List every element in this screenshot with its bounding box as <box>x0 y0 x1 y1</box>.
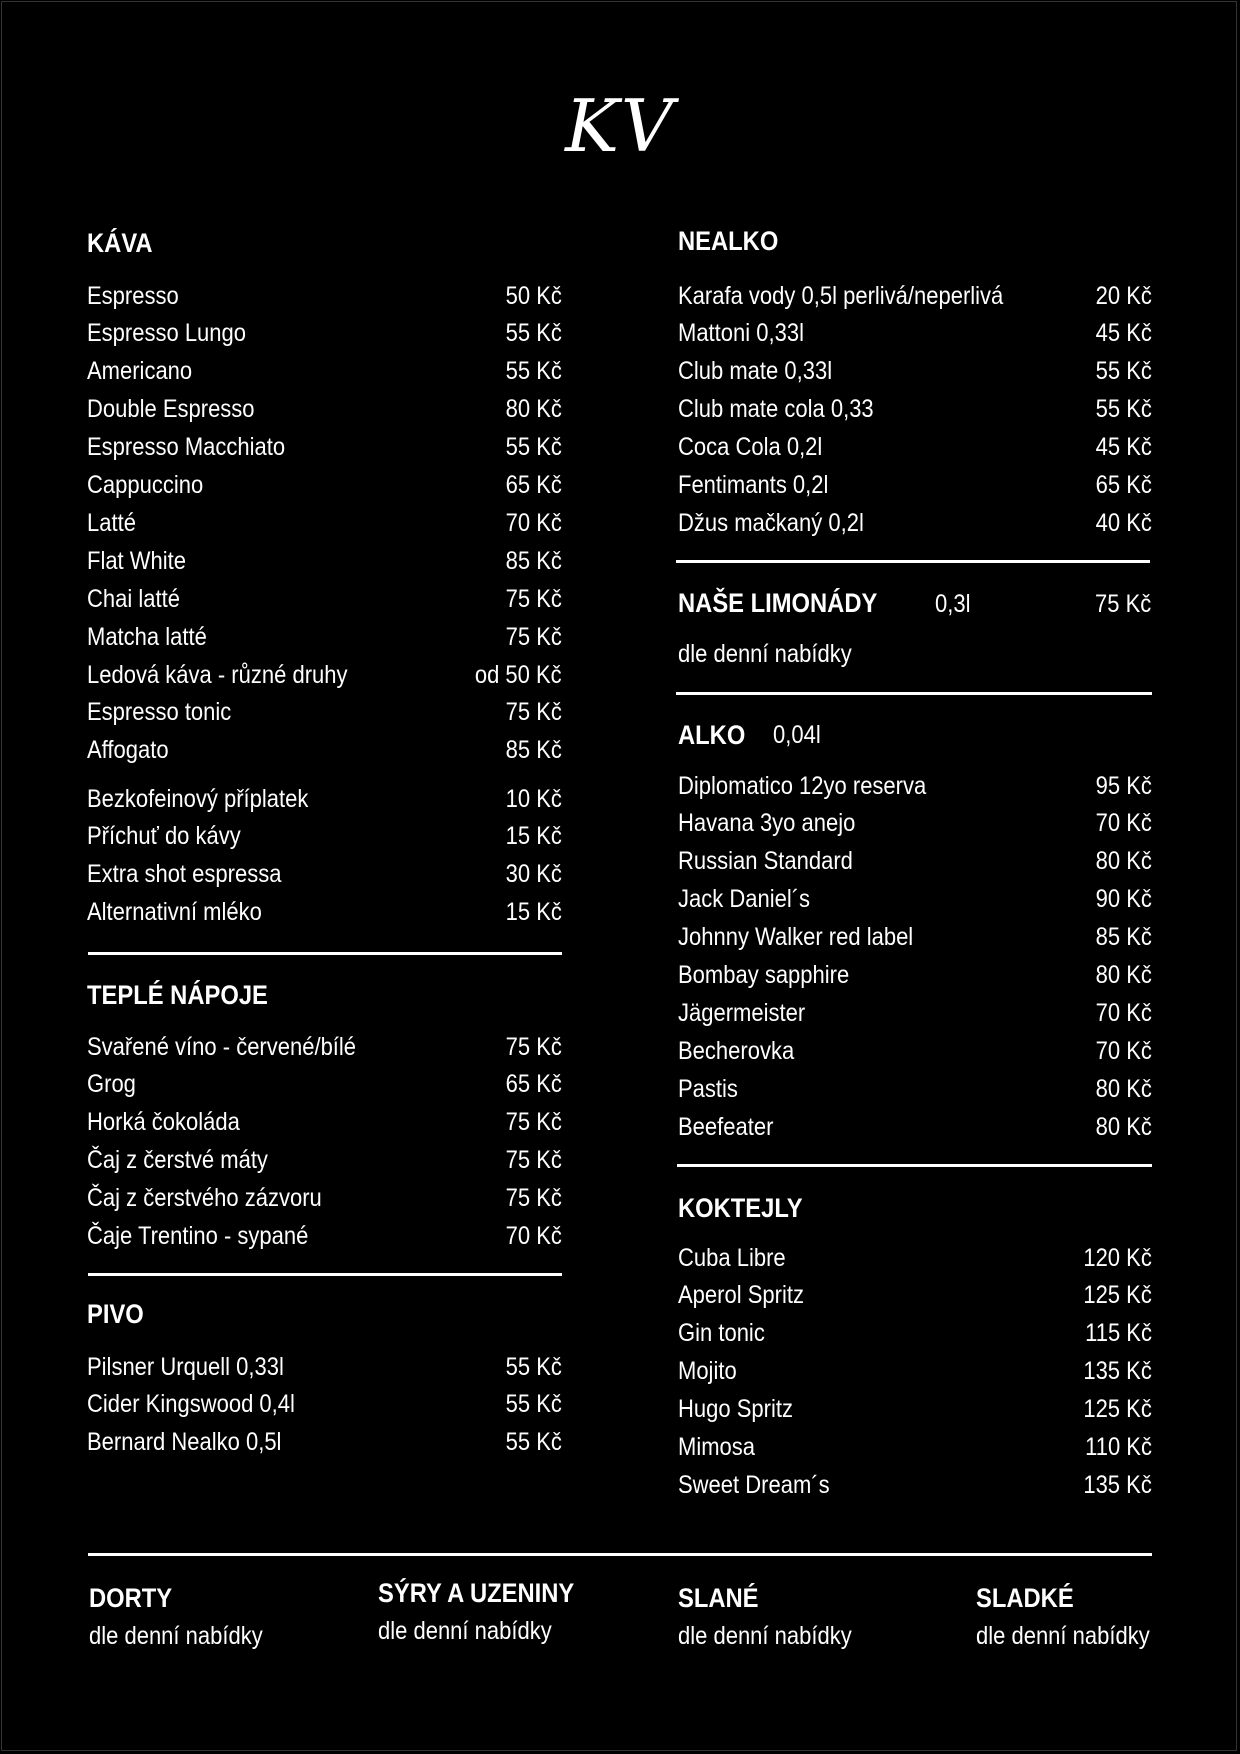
item-price: 80 Kč <box>1095 1074 1152 1103</box>
item-price: 75 Kč <box>505 1184 562 1213</box>
item-price: 55 Kč <box>505 1352 562 1381</box>
menu-item <box>87 580 562 618</box>
footer-note-slane: dle denní nabídky <box>678 1622 852 1650</box>
menu-item <box>87 732 562 770</box>
item-name: Příchuť do kávy <box>87 822 241 851</box>
menu-item <box>87 1142 562 1180</box>
footer-title-slane: SLANÉ <box>678 1583 759 1613</box>
menu-item <box>87 1423 562 1461</box>
menu-item <box>678 1466 1152 1504</box>
item-price: 55 Kč <box>505 319 562 348</box>
item-name: Affogato <box>87 736 169 765</box>
item-name: Pastis <box>678 1074 738 1103</box>
item-price: 40 Kč <box>1095 508 1152 537</box>
item-name: Club mate 0,33l <box>678 357 833 386</box>
menu-item <box>678 1315 1152 1353</box>
item-price: 65 Kč <box>505 1070 562 1099</box>
menu-item <box>678 1353 1152 1391</box>
item-name: Bezkofeinový příplatek <box>87 784 309 813</box>
menu-item <box>678 1429 1152 1467</box>
footer-title-dorty: DORTY <box>89 1583 173 1613</box>
menu-item <box>87 1028 562 1066</box>
menu-item <box>87 894 562 932</box>
item-price: 55 Kč <box>1095 395 1152 424</box>
menu-item <box>678 1108 1152 1146</box>
item-name: Espresso tonic <box>87 698 232 727</box>
item-name: Beefeater <box>678 1112 774 1141</box>
item-name: Espresso Macchiato <box>87 433 286 462</box>
footer-note-dorty: dle denní nabídky <box>89 1622 263 1650</box>
menu-item <box>87 353 562 391</box>
menu-item <box>87 1066 562 1104</box>
item-name: Latté <box>87 508 136 537</box>
item-name: Russian Standard <box>678 847 853 876</box>
item-price: 75 Kč <box>505 698 562 727</box>
item-price: 80 Kč <box>1095 847 1152 876</box>
item-name: Johnny Walker red label <box>678 923 914 952</box>
menu-item <box>87 1180 562 1218</box>
item-name: Flat White <box>87 546 187 575</box>
item-name: Chai latté <box>87 584 180 613</box>
item-name: Cappuccino <box>87 471 204 499</box>
item-price: 15 Kč <box>505 898 562 927</box>
item-name: Karafa vody 0,5l perlivá/neperlivá <box>678 281 1004 310</box>
item-price: 65 Kč <box>1095 471 1152 499</box>
divider <box>677 1164 1152 1167</box>
item-name: Gin tonic <box>678 1319 765 1348</box>
item-name: Sweet Dream´s <box>678 1470 830 1499</box>
menu-item <box>678 1277 1152 1315</box>
item-name: Becherovka <box>678 1036 795 1065</box>
item-name: Double Espresso <box>87 395 255 424</box>
section-title-alko: ALKO <box>678 720 746 750</box>
item-price: 85 Kč <box>505 736 562 765</box>
item-name: Jägermeister <box>678 998 806 1027</box>
menu-item <box>678 1070 1152 1108</box>
item-name: Mimosa <box>678 1433 756 1461</box>
item-name: Bombay sapphire <box>678 961 850 989</box>
item-name: Svařené víno - červené/bílé <box>87 1032 357 1061</box>
footer-divider <box>88 1553 1152 1556</box>
item-name: Diplomatico 12yo reserva <box>678 771 927 800</box>
menu-item <box>87 391 562 429</box>
section-title-kava: KÁVA <box>87 228 153 258</box>
menu-item <box>678 429 1152 467</box>
item-name: Havana 3yo anejo <box>678 809 856 838</box>
menu-item <box>87 467 562 505</box>
item-name: Aperol Spritz <box>678 1281 804 1310</box>
item-name: Matcha latté <box>87 622 207 651</box>
item-price: 15 Kč <box>505 822 562 851</box>
footer-note-sladke: dle denní nabídky <box>976 1622 1150 1650</box>
item-name: Club mate cola 0,33 <box>678 395 874 424</box>
item-price: 90 Kč <box>1095 885 1152 914</box>
item-price: 30 Kč <box>505 860 562 889</box>
item-price: od 50 Kč <box>475 660 562 689</box>
item-name: Grog <box>87 1070 136 1099</box>
divider <box>676 692 1152 695</box>
item-price: 85 Kč <box>505 546 562 575</box>
item-price: 115 Kč <box>1085 1319 1152 1348</box>
item-price: 45 Kč <box>1095 319 1152 348</box>
item-price: 135 Kč <box>1083 1470 1152 1499</box>
menu-item <box>678 994 1152 1032</box>
item-name: Fentimants 0,2l <box>678 471 829 499</box>
item-price: 125 Kč <box>1083 1395 1152 1424</box>
item-price: 55 Kč <box>505 1427 562 1456</box>
menu-item <box>87 1104 562 1142</box>
menu-item <box>87 856 562 894</box>
item-price: 75 Kč <box>505 1032 562 1061</box>
menu-item <box>678 1032 1152 1070</box>
item-name: Espresso <box>87 281 179 310</box>
item-name: Pilsner Urquell 0,33l <box>87 1352 284 1381</box>
limonady-volume: 0,3l <box>935 590 971 618</box>
item-name: Hugo Spritz <box>678 1395 793 1424</box>
menu-item <box>87 780 562 818</box>
item-price: 110 Kč <box>1085 1433 1152 1461</box>
limonady-price: 75 Kč <box>1095 590 1152 618</box>
menu-item <box>87 429 562 467</box>
menu-item <box>87 818 562 856</box>
menu-item <box>678 353 1152 391</box>
item-name: Espresso Lungo <box>87 319 247 348</box>
menu-item <box>678 957 1152 995</box>
menu-item <box>87 694 562 732</box>
section-title-nealko: NEALKO <box>678 226 779 256</box>
menu-item <box>678 467 1152 505</box>
item-name: Extra shot espressa <box>87 860 282 889</box>
menu-item <box>678 919 1152 957</box>
menu-item <box>87 1386 562 1424</box>
menu-item <box>87 618 562 656</box>
menu-item <box>678 1239 1152 1277</box>
menu-item <box>678 391 1152 429</box>
item-name: Džus mačkaný 0,2l <box>678 508 864 537</box>
menu-item <box>678 315 1152 353</box>
item-name: Mattoni 0,33l <box>678 319 804 348</box>
item-price: 55 Kč <box>505 433 562 462</box>
item-price: 55 Kč <box>1095 357 1152 386</box>
item-price: 85 Kč <box>1095 923 1152 952</box>
item-price: 75 Kč <box>505 584 562 613</box>
item-price: 20 Kč <box>1095 281 1152 310</box>
footer-note-syry: dle denní nabídky <box>378 1617 552 1645</box>
item-price: 80 Kč <box>1095 961 1152 989</box>
item-name: Bernard Nealko 0,5l <box>87 1427 282 1456</box>
item-name: Alternativní mléko <box>87 898 262 927</box>
item-price: 10 Kč <box>505 784 562 813</box>
item-name: Čaj z čerstvého zázvoru <box>87 1184 322 1213</box>
menu-item <box>678 843 1152 881</box>
item-price: 75 Kč <box>505 622 562 651</box>
footer-title-sladke: SLADKÉ <box>976 1583 1074 1613</box>
divider <box>676 560 1150 563</box>
limonady-note: dle denní nabídky <box>678 640 852 668</box>
divider <box>88 1273 562 1276</box>
section-title-koktejly: KOKTEJLY <box>678 1193 803 1223</box>
item-price: 75 Kč <box>505 1146 562 1175</box>
item-price: 70 Kč <box>505 1222 562 1250</box>
section-title-teple: TEPLÉ NÁPOJE <box>87 980 268 1010</box>
item-price: 65 Kč <box>505 471 562 499</box>
item-price: 70 Kč <box>505 508 562 537</box>
item-name: Americano <box>87 357 193 386</box>
item-name: Čaje Trentino - sypané <box>87 1222 309 1250</box>
menu-item <box>87 656 562 694</box>
footer-title-syry: SÝRY A UZENINY <box>378 1578 575 1608</box>
divider <box>88 952 562 955</box>
menu-item <box>678 881 1152 919</box>
menu-item <box>87 542 562 580</box>
item-price: 45 Kč <box>1095 433 1152 462</box>
item-name: Cuba Libre <box>678 1243 786 1272</box>
item-price: 120 Kč <box>1083 1243 1152 1272</box>
item-price: 55 Kč <box>505 1390 562 1418</box>
item-price: 70 Kč <box>1095 809 1152 838</box>
alko-volume: 0,04l <box>773 721 821 749</box>
menu-item <box>87 1218 562 1256</box>
item-price: 80 Kč <box>1095 1112 1152 1141</box>
menu-item <box>87 504 562 542</box>
menu-item <box>87 277 562 315</box>
item-name: Čaj z čerstvé máty <box>87 1146 268 1175</box>
item-price: 55 Kč <box>505 357 562 386</box>
item-name: Cider Kingswood 0,4l <box>87 1390 295 1418</box>
menu-item <box>678 1391 1152 1429</box>
menu-item <box>678 277 1152 315</box>
item-name: Mojito <box>678 1357 737 1386</box>
item-price: 80 Kč <box>505 395 562 424</box>
item-name: Ledová káva - různé druhy <box>87 660 348 689</box>
section-title-limonady: NAŠE LIMONÁDY <box>678 588 878 618</box>
section-title-pivo: PIVO <box>87 1299 144 1329</box>
logo: KV <box>565 84 675 168</box>
item-name: Jack Daniel´s <box>678 885 811 914</box>
menu-item <box>678 504 1152 542</box>
item-name: Coca Cola 0,2l <box>678 433 823 462</box>
item-price: 70 Kč <box>1095 1036 1152 1065</box>
item-price: 95 Kč <box>1095 771 1152 800</box>
menu-item <box>678 767 1152 805</box>
menu-item <box>87 1348 562 1386</box>
item-name: Horká čokoláda <box>87 1108 240 1137</box>
item-price: 135 Kč <box>1083 1357 1152 1386</box>
menu-item <box>87 315 562 353</box>
item-price: 125 Kč <box>1083 1281 1152 1310</box>
menu-item <box>678 805 1152 843</box>
item-price: 75 Kč <box>505 1108 562 1137</box>
item-price: 50 Kč <box>505 281 562 310</box>
item-price: 70 Kč <box>1095 998 1152 1027</box>
